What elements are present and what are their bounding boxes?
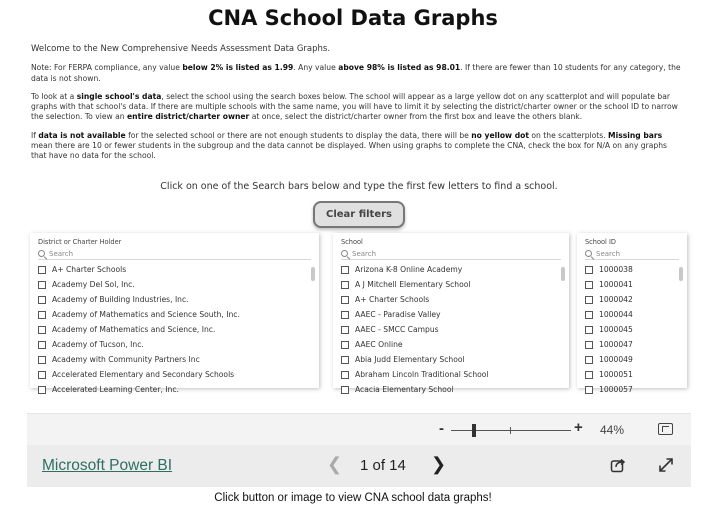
checkbox[interactable]: [585, 326, 593, 334]
share-icon[interactable]: [610, 457, 626, 473]
checkbox[interactable]: [341, 296, 349, 304]
list-item[interactable]: A+ Charter Schools: [38, 262, 319, 277]
school-search-input[interactable]: Search: [341, 246, 561, 260]
zoom-slider-thumb[interactable]: [472, 424, 476, 437]
checkbox[interactable]: [341, 281, 349, 289]
list-item[interactable]: Academy of Mathematics and Science South, Inc.: [38, 307, 319, 322]
zoom-slider-track[interactable]: [451, 430, 571, 431]
powerbi-link[interactable]: Microsoft Power BI: [42, 457, 173, 474]
list-item[interactable]: Academy of Building Industries, Inc.: [38, 292, 319, 307]
list-item[interactable]: Abia Judd Elementary School: [341, 352, 569, 367]
list-item[interactable]: Abraham Lincoln Traditional School: [341, 367, 569, 382]
search-icon: [38, 250, 45, 257]
powerbi-footer: [27, 445, 691, 487]
school-slicer[interactable]: [333, 233, 569, 394]
welcome-text: Welcome to the New Comprehensive Needs Assessment Data Graphs.: [31, 44, 331, 54]
school-id-search-input[interactable]: Search: [585, 246, 679, 260]
checkbox[interactable]: [585, 266, 593, 274]
clear-filters-button[interactable]: Clear filters: [313, 201, 405, 228]
checkbox[interactable]: [38, 326, 46, 334]
district-slicer[interactable]: [30, 233, 319, 394]
caption: Click button or image to view CNA school data graphs!: [214, 492, 492, 504]
checkbox[interactable]: [585, 386, 593, 394]
list-item[interactable]: Academy of Mathematics and Science, Inc.: [38, 322, 319, 337]
intro-text: [31, 44, 681, 170]
fit-to-page-icon[interactable]: [658, 423, 673, 435]
zoom-bar: [27, 413, 691, 445]
school-id-slicer-header: School ID: [585, 238, 617, 246]
missing-data-note: If data is not available for the selected school or there are not enough students to display the data, there will be no yellow dot on the scatterplots. Missing bars mean there are 10 or fewer students in the subgroup and the data cannot be displayed. When using graphs to complete the CNA, check the box for N/A on any graphs that have no data for the school.: [31, 130, 667, 161]
expand-icon[interactable]: [658, 457, 674, 473]
school-scrollbar[interactable]: [561, 267, 565, 377]
checkbox[interactable]: [585, 341, 593, 349]
list-item[interactable]: 1000049: [585, 352, 687, 367]
checkbox[interactable]: [38, 266, 46, 274]
search-hint: Click on one of the Search bars below and type the first few letters to find a school.: [160, 181, 558, 192]
checkbox[interactable]: [585, 356, 593, 364]
checkbox[interactable]: [38, 356, 46, 364]
checkbox[interactable]: [585, 371, 593, 379]
list-item[interactable]: 1000038: [585, 262, 687, 277]
list-item[interactable]: A+ Charter Schools: [341, 292, 569, 307]
list-item[interactable]: 1000041: [585, 277, 687, 292]
list-item[interactable]: Acacia Elementary School: [341, 382, 569, 397]
checkbox[interactable]: [38, 371, 46, 379]
checkbox[interactable]: [38, 341, 46, 349]
list-item[interactable]: Academy of Tucson, Inc.: [38, 337, 319, 352]
list-item[interactable]: Academy with Community Partners Inc: [38, 352, 319, 367]
list-item[interactable]: Academy Del Sol, Inc.: [38, 277, 319, 292]
school-list: [333, 262, 569, 397]
checkbox[interactable]: [341, 371, 349, 379]
zoom-out-button[interactable]: -: [439, 420, 444, 437]
search-icon: [585, 250, 592, 257]
next-page-icon[interactable]: ❯: [431, 454, 447, 474]
list-item[interactable]: 1000047: [585, 337, 687, 352]
list-item[interactable]: 1000051: [585, 367, 687, 382]
checkbox[interactable]: [341, 356, 349, 364]
list-item[interactable]: 1000042: [585, 292, 687, 307]
page-title: CNA School Data Graphs: [208, 6, 498, 30]
checkbox[interactable]: [38, 281, 46, 289]
checkbox[interactable]: [585, 281, 593, 289]
list-item[interactable]: 1000044: [585, 307, 687, 322]
list-item[interactable]: AAEC - Paradise Valley: [341, 307, 569, 322]
list-item[interactable]: Arizona K-8 Online Academy: [341, 262, 569, 277]
district-scrollbar[interactable]: [311, 267, 315, 377]
list-item[interactable]: AAEC Online: [341, 337, 569, 352]
district-list: [30, 262, 319, 397]
list-item[interactable]: AAEC - SMCC Campus: [341, 322, 569, 337]
school-id-scrollbar[interactable]: [679, 267, 683, 377]
zoom-percent: 44%: [600, 423, 625, 437]
zoom-slider-tick: [510, 427, 511, 434]
checkbox[interactable]: [585, 311, 593, 319]
ferpa-note: Note: For FERPA compliance, any value below 2% is listed as 1.99. Any value above 98% is listed as 98.01. If there are fewer than 10 students for any category, the data is not shown.: [31, 63, 681, 83]
checkbox[interactable]: [38, 386, 46, 394]
checkbox[interactable]: [341, 386, 349, 394]
checkbox[interactable]: [38, 311, 46, 319]
checkbox[interactable]: [341, 266, 349, 274]
single-school-note: To look at a single school's data, select the school using the search boxes below. The school will appear as a large yellow dot on any scatterplot and will populate bar graphs with that school's data. If there are multiple schools with the same name, you will have to limit it by selecting the district/charter owner or the school ID to narrow the selection. To view an entire district/charter owner at once, select the district/charter owner from the first box and leave the others blank.: [31, 91, 678, 122]
previous-page-icon[interactable]: ❮: [327, 454, 343, 474]
list-item[interactable]: Accelerated Learning Center, Inc.: [38, 382, 319, 397]
list-item[interactable]: Accelerated Elementary and Secondary Schools: [38, 367, 319, 382]
district-slicer-header: District or Charter Holder: [38, 238, 122, 246]
page-indicator: 1 of 14: [360, 457, 406, 474]
list-item[interactable]: A J Mitchell Elementary School: [341, 277, 569, 292]
report-canvas[interactable]: [27, 36, 691, 413]
district-search-input[interactable]: Search: [38, 246, 311, 260]
zoom-in-button[interactable]: +: [574, 419, 583, 436]
checkbox[interactable]: [38, 296, 46, 304]
checkbox[interactable]: [341, 341, 349, 349]
list-item[interactable]: 1000057: [585, 382, 687, 397]
school-id-slicer[interactable]: [577, 233, 687, 394]
checkbox[interactable]: [341, 326, 349, 334]
search-icon: [341, 250, 348, 257]
checkbox[interactable]: [341, 311, 349, 319]
school-slicer-header: School: [341, 238, 363, 246]
checkbox[interactable]: [585, 296, 593, 304]
school-id-list: [577, 262, 687, 397]
list-item[interactable]: 1000045: [585, 322, 687, 337]
